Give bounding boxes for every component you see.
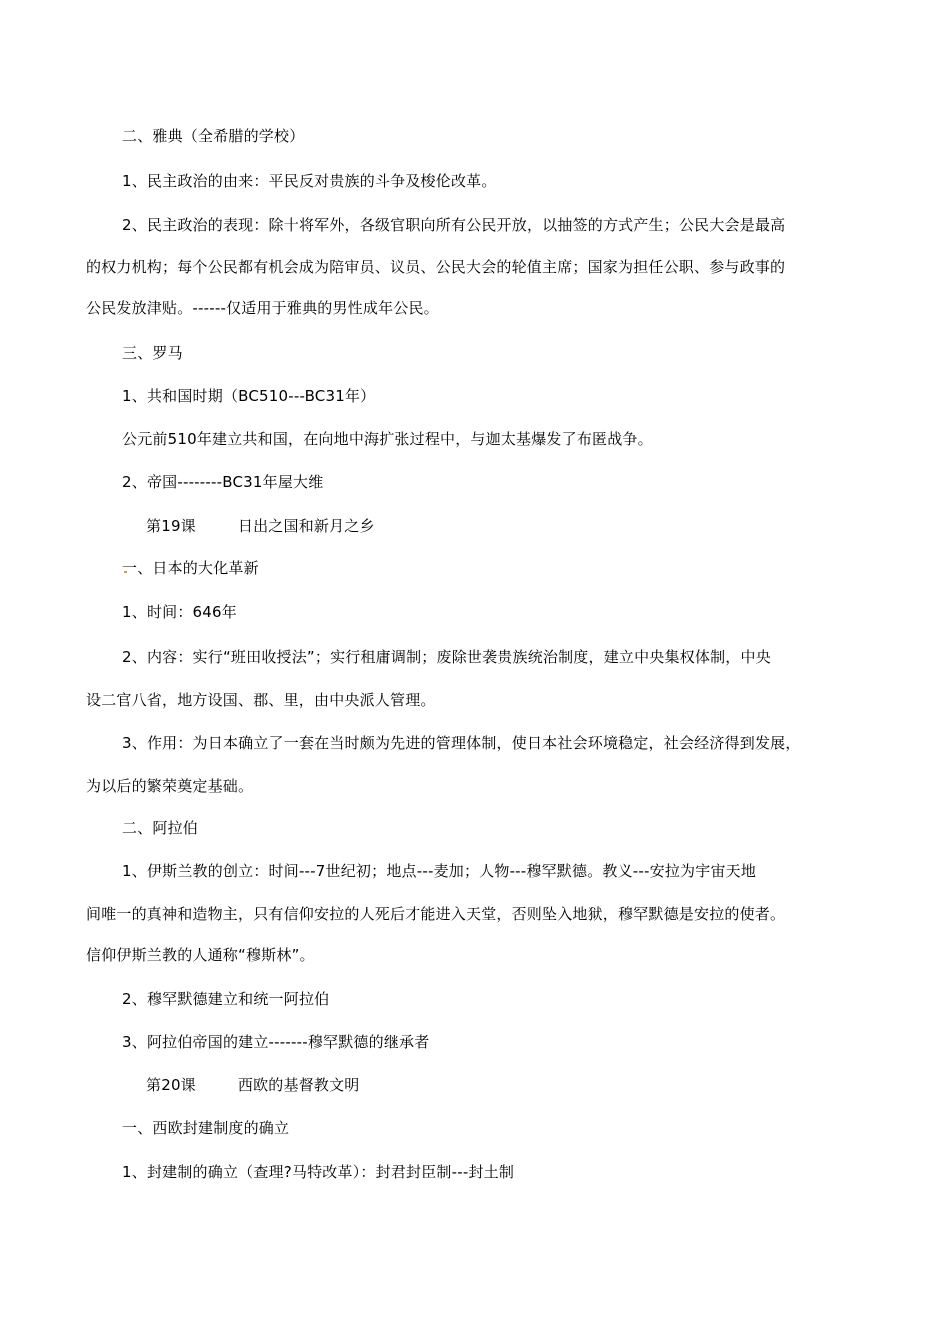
paragraph-line: 1、伊斯兰教的创立：时间---7世纪初；地点---麦加；人物---穆罕默德。教义---安拉为宇宙天地 — [122, 862, 757, 880]
section-heading-japan: 一、日本的大化革新 — [122, 559, 259, 577]
paragraph-line: 信仰伊斯兰教的人通称“穆斯林”。 — [86, 946, 315, 964]
paragraph-line: 2、帝国--------BC31年屋大维 — [122, 473, 324, 491]
paragraph-line: 的权力机构；每个公民都有机会成为陪审员、议员、公民大会的轮值主席；国家为担任公职、参与政事的 — [86, 258, 786, 276]
section-heading-feudalism: 一、西欧封建制度的确立 — [122, 1119, 290, 1137]
lesson-heading-20 — [146, 1074, 360, 1096]
paragraph-line: 1、封建制的确立（查理?马特改革）：封君封臣制---封土制 — [122, 1163, 515, 1181]
paragraph-line: 3、作用：为日本确立了一套在当时颇为先进的管理体制，使日本社会环境稳定，社会经济得到发展， — [122, 734, 801, 752]
paragraph-line: 为以后的繁荣奠定基础。 — [86, 777, 254, 795]
lesson-number: 第19课 — [146, 517, 196, 535]
paragraph-line: 1、共和国时期（BC510---BC31年） — [122, 387, 376, 405]
paragraph-line: 公元前510年建立共和国，在向地中海扩张过程中，与迦太基爆发了布匿战争。 — [122, 430, 653, 448]
paragraph-line: 设二官八省，地方设国、郡、里，由中央派人管理。 — [86, 691, 436, 709]
paragraph-line: 2、穆罕默德建立和统一阿拉伯 — [122, 990, 330, 1008]
paragraph-line: 2、内容：实行“班田收授法”；实行租庸调制；废除世袭贵族统治制度，建立中央集权体制，中央 — [122, 648, 771, 666]
paragraph-line: 1、时间：646年 — [122, 603, 237, 621]
lesson-title: 西欧的基督教文明 — [237, 1076, 360, 1094]
paragraph-line: 公民发放津贴。------仅适用于雅典的男性成年公民。 — [86, 299, 439, 317]
lesson-number: 第20课 — [146, 1076, 196, 1094]
section-heading-rome: 三、罗马 — [122, 344, 183, 362]
paragraph-line: 2、民主政治的表现：除十将军外，各级官职向所有公民开放，以抽签的方式产生；公民大会是最高 — [122, 216, 786, 234]
paragraph-line: 1、民主政治的由来：平民反对贵族的斗争及梭伦改革。 — [122, 172, 497, 190]
paragraph-line: 3、阿拉伯帝国的建立-------穆罕默德的继承者 — [122, 1033, 430, 1051]
paragraph-line: 间唯一的真神和造物主，只有信仰安拉的人死后才能进入天堂，否则坠入地狱，穆罕默德是安拉的使者。 — [86, 905, 786, 923]
section-heading-arabia: 二、阿拉伯 — [122, 819, 199, 837]
lesson-title: 日出之国和新月之乡 — [237, 517, 375, 535]
lesson-heading-19 — [146, 515, 375, 537]
section-heading-athens: 二、雅典（全希腊的学校） — [122, 127, 305, 145]
